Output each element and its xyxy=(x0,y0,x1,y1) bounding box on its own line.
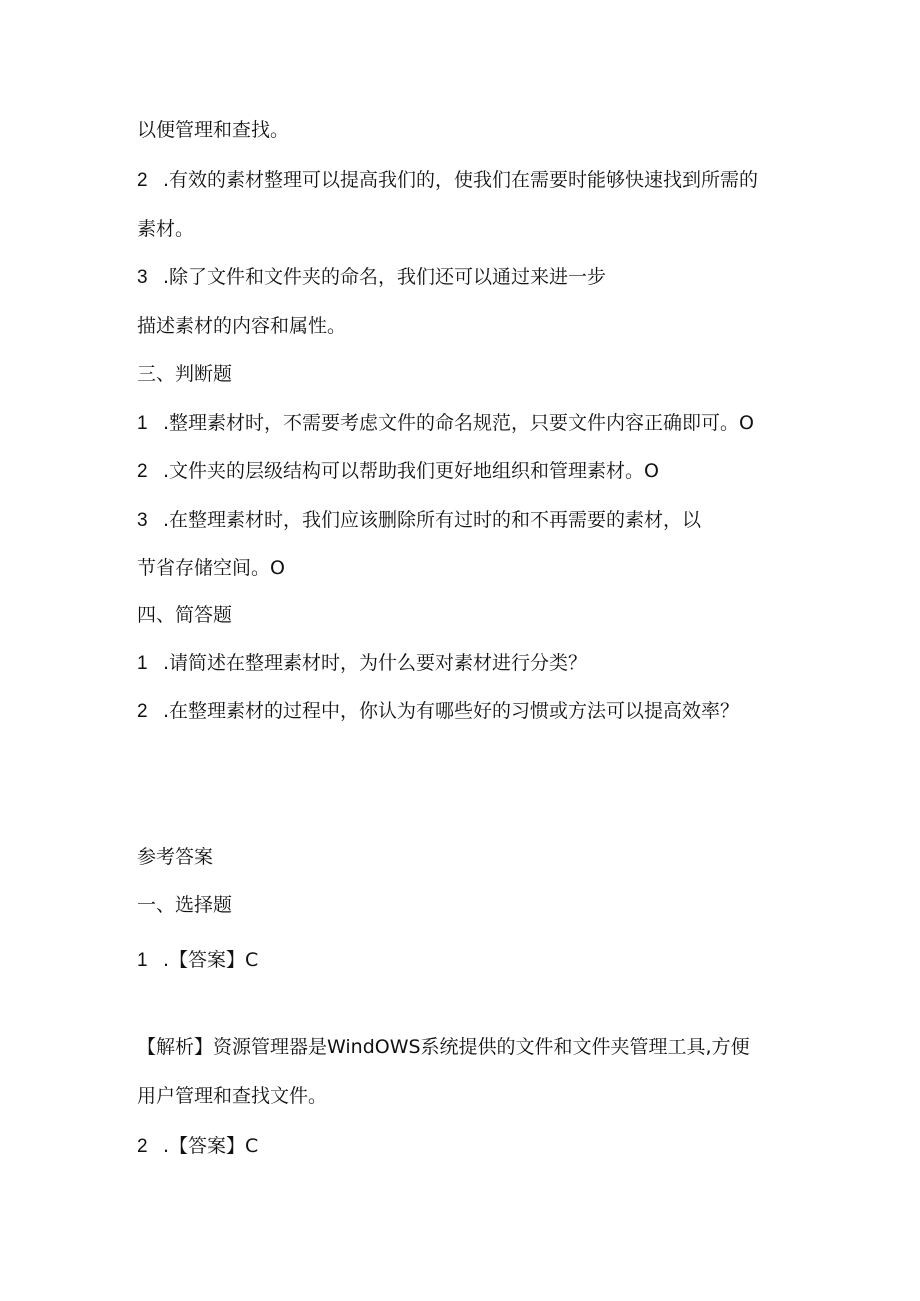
question-text: .请简述在整理素材时，为什么要对素材进行分类？ xyxy=(163,652,588,674)
question-number: 2 xyxy=(137,701,148,722)
question-text: .整理素材时，不需要考虑文件的命名规范，只要文件内容正确即可。O xyxy=(163,412,754,434)
answer-2 xyxy=(137,1134,258,1159)
true-false-q3 xyxy=(137,508,701,533)
true-false-heading: 三、判断题 xyxy=(137,363,233,385)
question-number: 1 xyxy=(137,413,148,434)
fill-in-q2-continuation: 素材。 xyxy=(137,218,195,240)
question-text: .在整理素材时，我们应该删除所有过时的和不再需要的素材，以 xyxy=(163,509,702,531)
question-number: 2 xyxy=(137,170,148,191)
answer-number: 2 xyxy=(137,1136,148,1157)
answers-title: 参考答案 xyxy=(137,846,214,868)
answer-number: 1 xyxy=(137,950,148,971)
question-number: 1 xyxy=(137,653,148,674)
answer-1-explanation: 【解析】资源管理器是WindOWS系统提供的文件和文件夹管理工具,方便 xyxy=(137,1036,750,1058)
fill-in-q3 xyxy=(137,265,606,290)
short-answer-q1 xyxy=(137,651,587,676)
answer-text: .【答案】C xyxy=(163,949,259,971)
answers-section1-heading: 一、选择题 xyxy=(137,894,233,916)
question-number: 2 xyxy=(137,461,148,482)
true-false-q2 xyxy=(137,459,659,484)
question-number: 3 xyxy=(137,267,148,288)
answer-1 xyxy=(137,948,258,973)
fill-in-q3-continuation: 描述素材的内容和属性。 xyxy=(137,315,347,337)
question-text: .在整理素材的过程中，你认为有哪些好的习惯或方法可以提高效率？ xyxy=(163,700,740,722)
fill-in-q2 xyxy=(137,168,758,193)
answer-text: .【答案】C xyxy=(163,1135,259,1157)
question-text: .文件夹的层级结构可以帮助我们更好地组织和管理素材。O xyxy=(163,460,659,482)
true-false-q3-continuation: 节省存储空间。O xyxy=(137,557,285,579)
true-false-q1 xyxy=(137,411,754,436)
short-answer-heading: 四、简答题 xyxy=(137,604,233,626)
question-number: 3 xyxy=(137,510,148,531)
short-answer-q2 xyxy=(137,699,739,724)
question-text: .有效的素材整理可以提高我们的，使我们在需要时能够快速找到所需的 xyxy=(163,169,759,191)
question-text: .除了文件和文件夹的命名，我们还可以通过来进一步 xyxy=(163,266,607,288)
fill-in-q1-continuation: 以便管理和查找。 xyxy=(137,119,290,141)
answer-1-explanation-continuation: 用户管理和查找文件。 xyxy=(137,1085,328,1107)
